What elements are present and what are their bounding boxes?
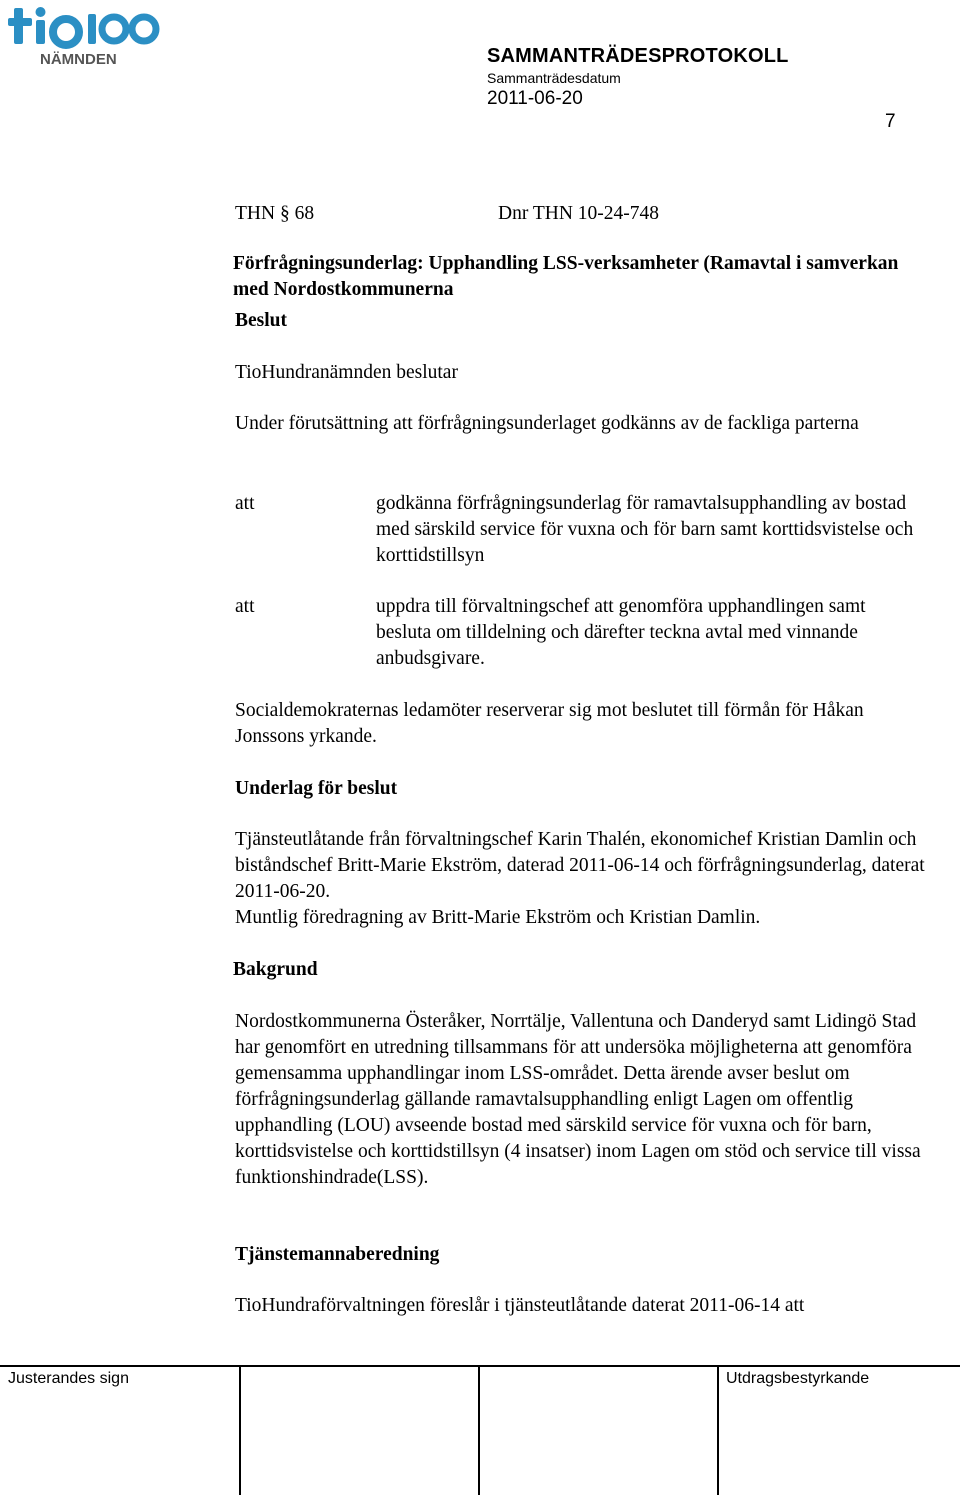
footer-cell-divider (478, 1367, 480, 1495)
decision-1-text: godkänna förfrågningsunderlag för ramavtalsupphandling av bostad med särskild service för vuxna och för barn samt korttidsvistelse och korttidstillsyn (376, 493, 914, 566)
underlag-section (235, 827, 935, 931)
beslut-heading: Beslut (235, 310, 288, 331)
decision-2-label: att (235, 596, 255, 617)
decision-2-text: uppdra till förvaltningschef att genomföra upphandlingen samt besluta om tilldelning och därefter teckna avtal med vinnande anbudsgivare. (376, 596, 866, 669)
decision-intro: TioHundranämnden beslutar (235, 362, 458, 383)
svg-text:NÄMNDEN: NÄMNDEN (40, 51, 117, 68)
justerandes-sign-label: Justerandes sign (8, 1370, 129, 1387)
footer-cell-divider (717, 1367, 719, 1495)
tjanstemannaberedning-text: TioHundraförvaltningen föreslår i tjänsteutlåtande daterat 2011-06-14 att (235, 1295, 805, 1316)
underlag-text-2: Muntlig föredragning av Britt-Marie Ekström och Kristian Damlin. (235, 907, 761, 928)
decision-condition: Under förutsättning att förfrågningsunderlaget godkänns av de fackliga parterna (235, 413, 859, 434)
footer-divider (0, 1365, 960, 1367)
underlag-heading: Underlag för beslut (235, 778, 398, 799)
page-number: 7 (885, 111, 896, 132)
protocol-title: SAMMANTRÄDESPROTOKOLL (487, 45, 789, 67)
subject-heading: Förfrågningsunderlag: Upphandling LSS-verksamheter (Ramavtal i samverkan med Nordostkommunerna (233, 253, 899, 300)
reservation-text: Socialdemokraternas ledamöter reserverar sig mot beslutet till förmån för Håkan Jonssons yrkande. (235, 700, 864, 747)
meeting-date: 2011-06-20 (487, 88, 583, 109)
bakgrund-text: Nordostkommunerna Österåker, Norrtälje, Vallentuna och Danderyd samt Lidingö Stad har genomfört en utredning tillsammans för att undersöka möjligheterna att genomföra gemensamma upphandlingar inom LSS-området. Detta ärende avser beslut om förfrågningsunderlag gällande ramavtalsupphandling enligt Lagen om offentlig upphandling (LOU) avseende bostad med särskild service för vuxna och för barn, korttidsvistelse och korttidstillsyn (4 insatser) inom Lagen om stöd och service till vissa funktionshindrade(LSS). (235, 1011, 921, 1188)
underlag-text-1: Tjänsteutlåtande från förvaltningschef Karin Thalén, ekonomichef Kristian Damlin och biståndschef Britt-Marie Ekström, daterad 2011-06-14 och förfrågningsunderlag, daterat 2011-06-20. (235, 829, 925, 902)
meeting-date-label: Sammanträdesdatum (487, 70, 621, 86)
case-number: THN § 68 (235, 203, 315, 224)
footer-cell-divider (239, 1367, 241, 1495)
tio100-logo (8, 4, 168, 68)
diary-number: Dnr THN 10-24-748 (498, 203, 660, 224)
bakgrund-heading: Bakgrund (233, 959, 318, 980)
tjanstemannaberedning-heading: Tjänstemannaberedning (235, 1244, 440, 1265)
utdragsbestyrkande-label: Utdragsbestyrkande (726, 1370, 870, 1387)
decision-1-label: att (235, 493, 255, 514)
